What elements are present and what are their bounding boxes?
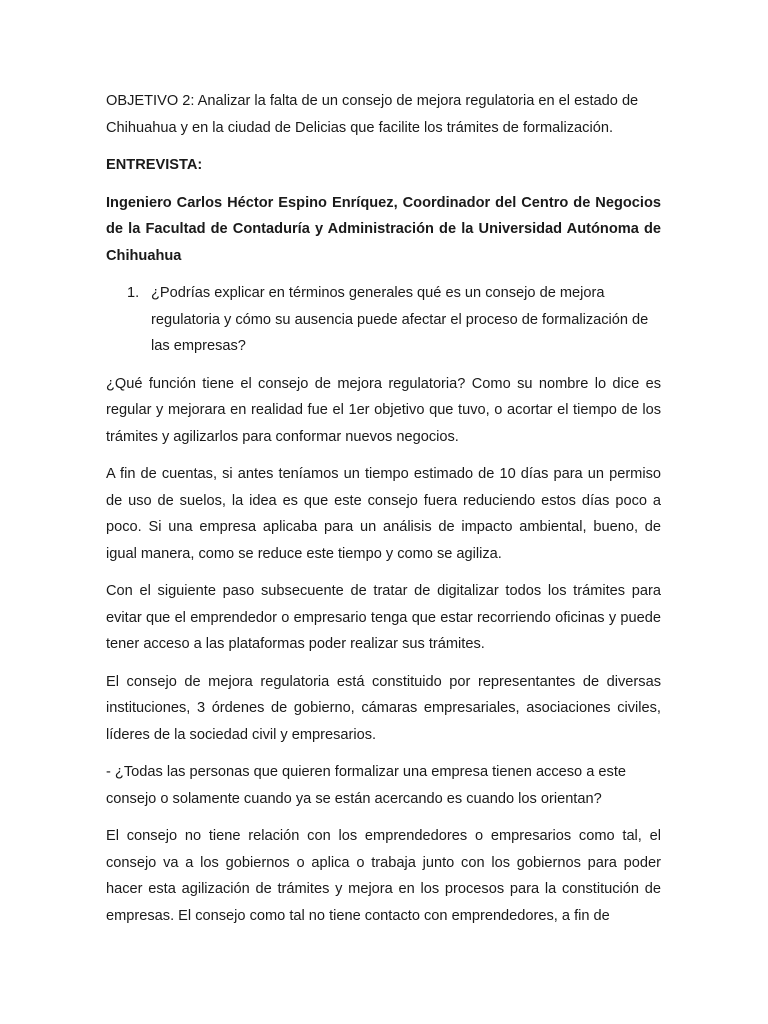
question-number: 1. — [127, 285, 140, 301]
body-paragraph: El consejo de mejora regulatoria está constituido por representantes de diversas instituciones, 3 órdenes de gobierno, cámaras empresariales, asociaciones civiles, líderes de la sociedad civil y empresarios. — [106, 673, 661, 743]
list-item — [106, 280, 661, 360]
body-paragraph: A fin de cuentas, si antes teníamos un tiempo estimado de 10 días para un permiso de uso de suelos, la idea es que este consejo fuera reduciendo estos días poco a poco. Si una empresa aplicaba para un análisis de impacto ambiental, bueno, de igual manera, como se reduce este tiempo y como se agiliza. — [106, 466, 661, 562]
interviewee-paragraph: Ingeniero Carlos Héctor Espino Enríquez, Coordinador del Centro de Negocios de la Facultad de Contaduría y Administración de la Universidad Autónoma de Chihuahua — [106, 194, 661, 264]
body-paragraph: ¿Qué función tiene el consejo de mejora regulatoria? Como su nombre lo dice es regular y mejorara en realidad fue el 1er objetivo que tuvo, o acortar el tiempo de los trámites y agilizarlos para conformar nuevos negocios. — [106, 375, 661, 445]
body-paragraph: El consejo no tiene relación con los emprendedores o empresarios como tal, el consejo va a los gobiernos o aplica o trabaja junto con los gobiernos para poder hacer esta agilización de trámites y mejora en los procesos para la constitución de empresas. El consejo como tal no tiene contacto con emprendedores, a fin de — [106, 828, 661, 924]
interview-heading: ENTREVISTA: — [106, 157, 203, 173]
body-paragraph: Con el siguiente paso subsecuente de tratar de digitalizar todos los trámites para evitar que el emprendedor o empresario tenga que estar recorriendo oficinas y puede tener acceso a las plataformas poder realizar sus trámites. — [106, 583, 661, 652]
question-list — [106, 280, 661, 360]
question-text: ¿Podrías explicar en términos generales qué es un consejo de mejora regulatoria y cómo su ausencia puede afectar el proceso de formalización de las empresas? — [151, 285, 649, 354]
objective-paragraph: OBJETIVO 2: Analizar la falta de un consejo de mejora regulatoria en el estado de Chihuahua y en la ciudad de Delicias que facilite los trámites de formalización. — [106, 93, 639, 136]
document-page — [106, 88, 661, 940]
interviewer-question: - ¿Todas las personas que quieren formalizar una empresa tienen acceso a este consejo o solamente cuando ya se están acercando es cuando los orientan? — [106, 764, 626, 807]
